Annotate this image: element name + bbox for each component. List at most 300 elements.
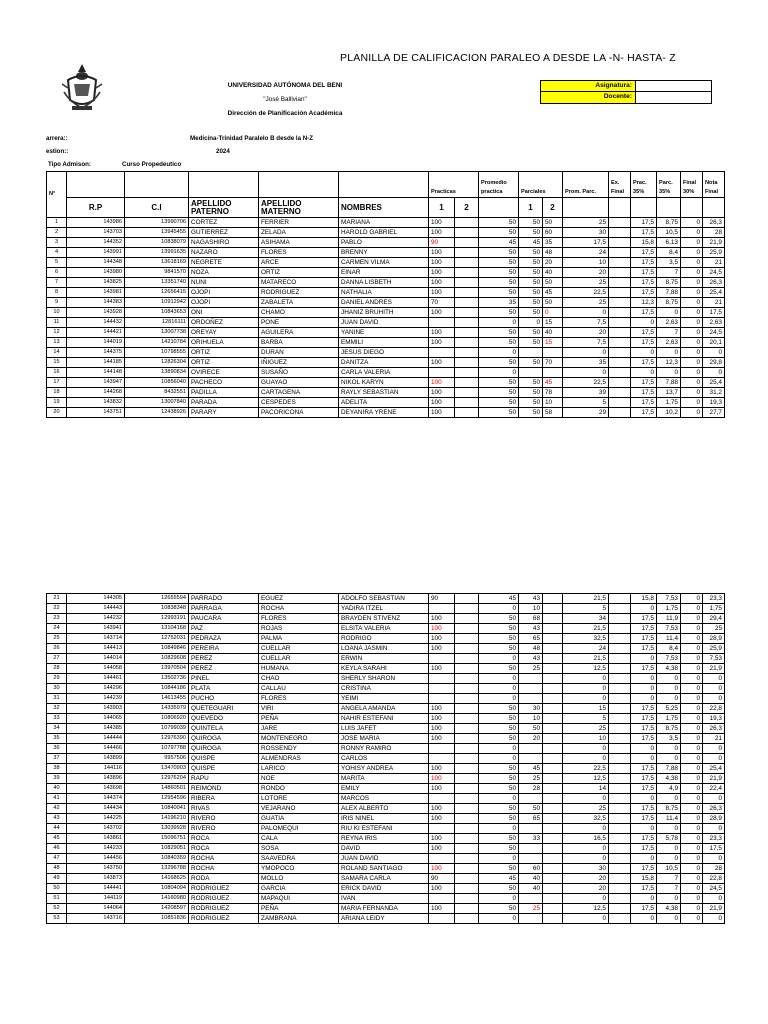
row-number: 27 (47, 654, 67, 664)
nota-final-cell: 24,5 (703, 268, 725, 278)
prac35-cell: 17,5 (631, 338, 657, 348)
row-number: 25 (47, 634, 67, 644)
nombres-cell: ERICK DAVID (339, 884, 429, 894)
table-row (47, 348, 725, 358)
rp-cell: 143980 (67, 268, 125, 278)
nombres-cell: ERWIN (339, 654, 429, 664)
table-row (47, 358, 725, 368)
ex-final-cell (609, 604, 631, 614)
practica-2-cell (455, 834, 479, 844)
practica-2-cell (455, 774, 479, 784)
ci-cell: 14613455 (125, 694, 189, 704)
apellido-paterno-cell: PACHECO (189, 378, 259, 388)
nota-final-cell: 0 (703, 754, 725, 764)
practica-2-cell (455, 714, 479, 724)
nombres-cell: SHERLY SHARON (339, 674, 429, 684)
apellido-materno-cell: EGUEZ (259, 594, 339, 604)
prac35-cell: 0 (631, 348, 657, 358)
practica-1-cell: 100 (429, 734, 455, 744)
nota-final-cell: 0 (703, 854, 725, 864)
prac35-cell: 17,5 (631, 844, 657, 854)
ex-final-cell (609, 238, 631, 248)
nota-final-cell: 31,2 (703, 388, 725, 398)
parcial-1-cell: 43 (519, 624, 543, 634)
final30-cell: 0 (681, 884, 703, 894)
prac35-cell: 17,5 (631, 804, 657, 814)
ex-final-cell (609, 674, 631, 684)
apellido-materno-cell: LOTORE (259, 794, 339, 804)
prac35-cell: 15,8 (631, 874, 657, 884)
parc35-cell: 7,88 (657, 288, 681, 298)
rp-cell: 143981 (67, 288, 125, 298)
ci-cell: 10799039 (125, 724, 189, 734)
prom-practica-cell: 50 (479, 634, 519, 644)
table-row (47, 724, 725, 734)
nombres-cell: CARMEN VILMA (339, 258, 429, 268)
prac35-cell: 17,5 (631, 228, 657, 238)
row-number: 16 (47, 368, 67, 378)
rp-cell: 143991 (67, 248, 125, 258)
nombres-cell: NATHALIA (339, 288, 429, 298)
final30-cell: 0 (681, 614, 703, 624)
practica-1-cell (429, 854, 455, 864)
practica-2-cell (455, 228, 479, 238)
header-practica-1: 1 (429, 198, 455, 218)
prom-practica-cell: 0 (479, 654, 519, 664)
apellido-paterno-cell: ORTIZ (189, 348, 259, 358)
parcial-1-cell (519, 754, 543, 764)
row-number: 18 (47, 388, 67, 398)
header-practicas: Practicas (429, 172, 479, 198)
parcial-2-cell (543, 714, 563, 724)
apellido-paterno-cell: RIBERA (189, 794, 259, 804)
rp-cell: 144443 (67, 604, 125, 614)
nota-final-cell: 25,9 (703, 248, 725, 258)
row-number: 7 (47, 278, 67, 288)
prac35-cell: 17,5 (631, 704, 657, 714)
apellido-paterno-cell: PAUCARA (189, 614, 259, 624)
apellido-materno-cell: CHAMO (259, 308, 339, 318)
nombres-cell: KEYLA SARAHI (339, 664, 429, 674)
final30-cell: 0 (681, 744, 703, 754)
row-number: 33 (47, 714, 67, 724)
final30-cell: 0 (681, 654, 703, 664)
nota-final-cell: 22,8 (703, 704, 725, 714)
row-number: 53 (47, 914, 67, 924)
nombres-cell: CARLA VALERIA (339, 368, 429, 378)
ci-cell: 13945455 (125, 228, 189, 238)
prom-parcial-cell: 35 (563, 358, 609, 368)
nombres-cell: SAMARA CARLA (339, 874, 429, 884)
nota-final-cell: 25 (703, 624, 725, 634)
prom-parcial-cell: 10 (563, 258, 609, 268)
parcial-1-cell (519, 854, 543, 864)
parc35-cell: 7 (657, 268, 681, 278)
ci-cell: 13296788 (125, 864, 189, 874)
parcial-1-cell: 50 (519, 724, 543, 734)
parcial-1-cell: 50 (519, 228, 543, 238)
rp-cell: 144432 (67, 318, 125, 328)
nombres-cell: NAHIR ESTEFANI (339, 714, 429, 724)
row-number: 2 (47, 228, 67, 238)
ci-cell: 10797788 (125, 744, 189, 754)
apellido-paterno-cell: RIVAS (189, 804, 259, 814)
parc35-cell: 2,63 (657, 338, 681, 348)
parc35-cell: 7 (657, 328, 681, 338)
parc35-cell: 0 (657, 844, 681, 854)
prom-practica-cell: 50 (479, 714, 519, 724)
prac35-cell: 0 (631, 684, 657, 694)
rp-cell: 143928 (67, 308, 125, 318)
ci-cell: 14168625 (125, 874, 189, 884)
apellido-materno-cell: RODRIGUEZ (259, 288, 339, 298)
apellido-materno-cell: ZAMBRANA (259, 914, 339, 924)
practica-2-cell (455, 894, 479, 904)
prom-parcial-cell: 25 (563, 298, 609, 308)
parcial-1-cell (519, 794, 543, 804)
prom-practica-cell: 0 (479, 694, 519, 704)
ci-cell: 12656415 (125, 288, 189, 298)
ci-cell: 10843653 (125, 308, 189, 318)
prom-practica-cell: 50 (479, 644, 519, 654)
practica-2-cell (455, 338, 479, 348)
practica-1-cell: 100 (429, 834, 455, 844)
practica-2-cell (455, 904, 479, 914)
parc35-cell: 4,38 (657, 904, 681, 914)
nombres-cell: MARCOS (339, 794, 429, 804)
practica-2-cell (455, 408, 479, 418)
final30-cell: 0 (681, 854, 703, 864)
header-prac35: Prac. 35% (631, 172, 657, 198)
apellido-paterno-cell: PARRAGA (189, 604, 259, 614)
practica-1-cell (429, 318, 455, 328)
prom-parcial-cell: 30 (563, 228, 609, 238)
prom-parcial-cell: 0 (563, 348, 609, 358)
prom-practica-cell: 50 (479, 774, 519, 784)
parcial-1-cell: 60 (519, 864, 543, 874)
nombres-cell: PABLO (339, 238, 429, 248)
apellido-paterno-cell: OJOPI (189, 298, 259, 308)
nota-final-cell: 0 (703, 694, 725, 704)
parcial-2-cell (543, 844, 563, 854)
ci-cell: 10838079 (125, 238, 189, 248)
parcial-2-cell: 50 (543, 278, 563, 288)
table-row (47, 704, 725, 714)
row-number: 26 (47, 644, 67, 654)
parcial-1-cell: 50 (519, 398, 543, 408)
apellido-paterno-cell: RODRIGUEZ (189, 904, 259, 914)
nombres-cell: EMILY (339, 784, 429, 794)
apellido-materno-cell: VEJARANO (259, 804, 339, 814)
parcial-1-cell: 48 (519, 644, 543, 654)
parcial-2-cell (543, 734, 563, 744)
rp-cell: 144461 (67, 674, 125, 684)
rp-cell: 144296 (67, 684, 125, 694)
practica-2-cell (455, 318, 479, 328)
parcial-2-cell (543, 604, 563, 614)
apellido-paterno-cell: PUCHO (189, 694, 259, 704)
parc35-cell: 0 (657, 308, 681, 318)
parc35-cell: 4,9 (657, 784, 681, 794)
prom-parcial-cell: 17,5 (563, 238, 609, 248)
prom-parcial-cell: 0 (563, 894, 609, 904)
prom-practica-cell: 50 (479, 248, 519, 258)
practica-1-cell: 100 (429, 634, 455, 644)
ex-final-cell (609, 318, 631, 328)
row-number: 43 (47, 814, 67, 824)
ci-cell: 13007738 (125, 328, 189, 338)
table-row (47, 764, 725, 774)
prac35-cell: 17,5 (631, 378, 657, 388)
final30-cell: 0 (681, 268, 703, 278)
practica-2-cell (455, 388, 479, 398)
nota-final-cell: 19,3 (703, 398, 725, 408)
practica-1-cell: 100 (429, 884, 455, 894)
parcial-2-cell (543, 664, 563, 674)
rp-cell: 144232 (67, 614, 125, 624)
header-apellido-paterno: APELLIDO PATERNO (189, 198, 259, 218)
nota-final-cell: 21,9 (703, 904, 725, 914)
nombres-cell: IVAN (339, 894, 429, 904)
ci-cell: 10856040 (125, 378, 189, 388)
parcial-2-cell: 40 (543, 328, 563, 338)
prom-practica-cell: 45 (479, 238, 519, 248)
prac35-cell: 17,5 (631, 248, 657, 258)
apellido-materno-cell: CUELLAR (259, 654, 339, 664)
row-number: 52 (47, 904, 67, 914)
parcial-2-cell: 78 (543, 388, 563, 398)
parcial-2-cell (543, 644, 563, 654)
nota-final-cell: 21 (703, 258, 725, 268)
ci-cell: 13618169 (125, 258, 189, 268)
final30-cell: 0 (681, 714, 703, 724)
parc35-cell: 11,4 (657, 814, 681, 824)
row-number: 29 (47, 674, 67, 684)
prom-parcial-cell: 32,5 (563, 634, 609, 644)
apellido-paterno-cell: GUTIERREZ (189, 228, 259, 238)
parc35-cell: 8,75 (657, 218, 681, 228)
apellido-paterno-cell: PINEL (189, 674, 259, 684)
apellido-paterno-cell: PLATA (189, 684, 259, 694)
final30-cell: 0 (681, 278, 703, 288)
rp-cell: 144352 (67, 238, 125, 248)
final30-cell: 0 (681, 594, 703, 604)
apellido-paterno-cell: RODRIGUEZ (189, 894, 259, 904)
parcial-2-cell: 58 (543, 408, 563, 418)
rp-cell: 144119 (67, 894, 125, 904)
table-row (47, 278, 725, 288)
prom-parcial-cell: 29 (563, 408, 609, 418)
ex-final-cell (609, 844, 631, 854)
practica-2-cell (455, 824, 479, 834)
prom-parcial-cell: 0 (563, 684, 609, 694)
ci-cell: 13970504 (125, 664, 189, 674)
practica-1-cell: 100 (429, 774, 455, 784)
parcial-2-cell: 15 (543, 318, 563, 328)
apellido-paterno-cell: QUISPE (189, 764, 259, 774)
practica-1-cell (429, 348, 455, 358)
practica-1-cell: 70 (429, 298, 455, 308)
row-number: 21 (47, 594, 67, 604)
prom-practica-cell: 0 (479, 318, 519, 328)
final30-cell: 0 (681, 914, 703, 924)
apellido-materno-cell: SOSA (259, 844, 339, 854)
nota-final-cell: 0 (703, 368, 725, 378)
ex-final-cell (609, 684, 631, 694)
table-row (47, 228, 725, 238)
practica-1-cell: 100 (429, 804, 455, 814)
admision-label: Tipo Admison: (48, 161, 91, 168)
prom-practica-cell: 50 (479, 624, 519, 634)
parc35-cell: 0 (657, 348, 681, 358)
nombres-cell: DANITZA (339, 358, 429, 368)
parc35-cell: 7 (657, 874, 681, 884)
nombres-cell: BRENNY (339, 248, 429, 258)
parcial-1-cell: 20 (519, 734, 543, 744)
practica-1-cell: 100 (429, 408, 455, 418)
ci-cell: 8432551 (125, 388, 189, 398)
ex-final-cell (609, 268, 631, 278)
apellido-materno-cell: CESPEDES (259, 398, 339, 408)
university-subtitle: "José Ballivian" (263, 96, 307, 103)
apellido-paterno-cell: QUEVEDO (189, 714, 259, 724)
parcial-1-cell: 45 (519, 238, 543, 248)
nota-final-cell: 21,9 (703, 664, 725, 674)
parcial-2-cell: 15 (543, 338, 563, 348)
table-row (47, 874, 725, 884)
practica-1-cell: 100 (429, 764, 455, 774)
nota-final-cell: 22,4 (703, 784, 725, 794)
practica-1-cell (429, 368, 455, 378)
parcial-1-cell: 50 (519, 218, 543, 228)
practica-1-cell: 100 (429, 388, 455, 398)
final30-cell: 0 (681, 624, 703, 634)
apellido-materno-cell: SUSAÑO (259, 368, 339, 378)
ci-cell: 14208597 (125, 904, 189, 914)
ex-final-cell (609, 594, 631, 604)
parcial-1-cell: 50 (519, 248, 543, 258)
final30-cell: 0 (681, 684, 703, 694)
ci-cell: 10804094 (125, 884, 189, 894)
nota-final-cell: 25,4 (703, 378, 725, 388)
prac35-cell: 17,5 (631, 218, 657, 228)
practica-1-cell: 100 (429, 308, 455, 318)
prom-practica-cell: 50 (479, 218, 519, 228)
practica-1-cell: 100 (429, 864, 455, 874)
apellido-materno-cell: ZABALETA (259, 298, 339, 308)
practica-2-cell (455, 368, 479, 378)
nombres-cell: RODRIGO (339, 634, 429, 644)
ci-cell: 10844186 (125, 684, 189, 694)
prom-practica-cell: 50 (479, 328, 519, 338)
row-number: 37 (47, 754, 67, 764)
nombres-cell: DANNA LISBETH (339, 278, 429, 288)
parcial-1-cell: 25 (519, 774, 543, 784)
ci-cell: 10829608 (125, 654, 189, 664)
ex-final-cell (609, 664, 631, 674)
parcial-2-cell: 35 (543, 238, 563, 248)
ex-final-cell (609, 624, 631, 634)
prom-practica-cell: 50 (479, 228, 519, 238)
ex-final-cell (609, 338, 631, 348)
practica-2-cell (455, 724, 479, 734)
table-row (47, 368, 725, 378)
row-number: 48 (47, 864, 67, 874)
practica-2-cell (455, 754, 479, 764)
ex-final-cell (609, 914, 631, 924)
row-number: 32 (47, 704, 67, 714)
parc35-cell: 7,88 (657, 764, 681, 774)
final30-cell: 0 (681, 338, 703, 348)
apellido-materno-cell: MATARECO (259, 278, 339, 288)
prom-parcial-cell: 20 (563, 884, 609, 894)
prom-parcial-cell: 5 (563, 714, 609, 724)
parcial-2-cell (543, 904, 563, 914)
apellido-paterno-cell: PADILLA (189, 388, 259, 398)
ex-final-cell (609, 308, 631, 318)
practica-1-cell: 100 (429, 844, 455, 854)
parcial-1-cell (519, 368, 543, 378)
table-row (47, 784, 725, 794)
parc35-cell: 5,78 (657, 834, 681, 844)
final30-cell: 0 (681, 298, 703, 308)
prac35-cell: 17,5 (631, 784, 657, 794)
parcial-1-cell: 50 (519, 268, 543, 278)
nota-final-cell: 26,3 (703, 804, 725, 814)
practica-2-cell (455, 884, 479, 894)
table-row (47, 318, 725, 328)
prom-parcial-cell: 0 (563, 368, 609, 378)
apellido-materno-cell: CUELLAR (259, 644, 339, 654)
nota-final-cell: 0 (703, 674, 725, 684)
table-row (47, 654, 725, 664)
row-number: 17 (47, 378, 67, 388)
row-number: 51 (47, 894, 67, 904)
prac35-cell: 0 (631, 604, 657, 614)
final30-cell: 0 (681, 318, 703, 328)
nota-final-cell: 0 (703, 914, 725, 924)
apellido-paterno-cell: NOZA (189, 268, 259, 278)
rp-cell: 143832 (67, 398, 125, 408)
prom-practica-cell: 50 (479, 784, 519, 794)
parcial-2-cell (543, 854, 563, 864)
nota-final-cell: 0 (703, 894, 725, 904)
nota-final-cell: 23,3 (703, 594, 725, 604)
practica-2-cell (455, 268, 479, 278)
practica-1-cell (429, 794, 455, 804)
practica-2-cell (455, 854, 479, 864)
parc35-cell: 11,9 (657, 614, 681, 624)
parc35-cell: 7 (657, 884, 681, 894)
apellido-paterno-cell: PEREZ (189, 664, 259, 674)
nota-final-cell: 20,1 (703, 338, 725, 348)
prac35-cell: 17,5 (631, 258, 657, 268)
prom-practica-cell: 0 (479, 684, 519, 694)
row-number: 47 (47, 854, 67, 864)
row-number: 46 (47, 844, 67, 854)
rp-cell: 143873 (67, 874, 125, 884)
practica-1-cell: 100 (429, 338, 455, 348)
ex-final-cell (609, 248, 631, 258)
header-rp: R.P (67, 198, 125, 218)
ci-cell: 12976204 (125, 774, 189, 784)
prom-practica-cell: 50 (479, 278, 519, 288)
rp-cell: 144239 (67, 694, 125, 704)
carrera-label: arrera:: (46, 135, 68, 142)
nota-final-cell: 27,7 (703, 408, 725, 418)
ci-cell: 13039928 (125, 824, 189, 834)
ex-final-cell (609, 714, 631, 724)
